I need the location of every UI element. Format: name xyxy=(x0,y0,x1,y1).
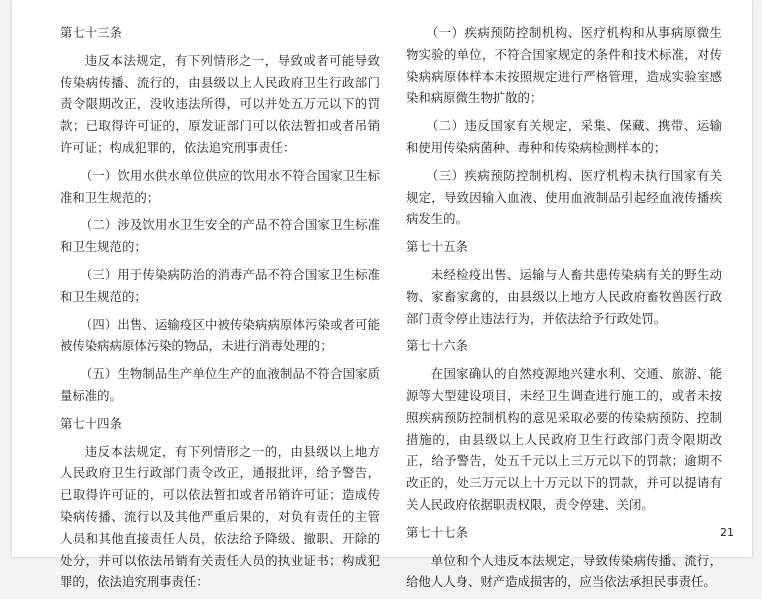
article-75-title: 第七十五条 xyxy=(406,239,468,255)
article-75-body: 未经检疫出售、运输与人畜共患传染病有关的野生动物、家畜家禽的，由县级以上地方人民政府畜牧兽医行政部门责令停止违法行为，并依法给予行政处罚。 xyxy=(406,266,722,326)
article-74-item-1: （一）疾病预防控制机构、医疗机构和从事病原微生物实验的单位，不符合国家规定的条件和技术标准，对传染病病原体样本未按照规定进行严格管理，造成实验室感染和病原微生物扩散的； xyxy=(406,25,722,106)
article-74-item-3: （三）疾病预防控制机构、医疗机构未执行国家有关规定，导致因输入血液、使用血液制品引起经血液传播疾病发生的。 xyxy=(406,167,722,227)
article-73-body: 违反本法规定，有下列情形之一，导致或者可能导致传染病传播、流行的，由县级以上人民政府卫生行政部门责令限期改正，没收违法所得，可以并处五万元以下的罚款；已取得许可证的，原发证部门可以依法暂扣或者吊销许可证；构成犯罪的，依法追究刑事责任： xyxy=(60,52,380,155)
article-76-title: 第七十六条 xyxy=(406,338,468,354)
article-73-item-3: （三）用于传染病防治的消毒产品不符合国家卫生标准和卫生规范的； xyxy=(60,266,380,304)
article-73-item-1: （一）饮用水供水单位供应的饮用水不符合国家卫生标准和卫生规范的； xyxy=(60,167,380,205)
page-number: 21 xyxy=(720,526,734,539)
article-74-item-2: （二）违反国家有关规定，采集、保藏、携带、运输和使用传染病菌种、毒种和传染病检测样本的； xyxy=(406,118,722,155)
left-column xyxy=(60,22,380,599)
article-73-item-4: （四）出售、运输疫区中被传染病病原体污染或者可能被传染病病原体污染的物品，未进行消毒处理的； xyxy=(60,316,380,354)
article-73-item-5: （五）生物制品生产单位生产的血液制品不符合国家质量标准的。 xyxy=(60,366,380,403)
article-74-title: 第七十四条 xyxy=(60,415,122,431)
article-76-body: 在国家确认的自然疫源地兴建水利、交通、旅游、能源等大型建设项目，未经卫生调查进行施工的，或者未按照疾病预防控制机构的意见采取必要的传染病预防、控制措施的，由县级以上人民政府卫生行政部门责令限期改正，给予警告，处五千元以上三万元以下的罚款；逾期不改正的，处三万元以上十万元以下的罚款，并可以提请有关人民政府依据职责权限，责令停建、关闭。 xyxy=(406,366,722,512)
article-77-body: 单位和个人违反本法规定，导致传染病传播、流行，给他人人身、财产造成损害的，应当依法承担民事责任。 xyxy=(406,552,722,590)
article-73-item-2: （二）涉及饮用水卫生安全的产品不符合国家卫生标准和卫生规范的； xyxy=(60,217,380,255)
article-73-title: 第七十三条 xyxy=(60,25,122,40)
article-74-body: 违反本法规定，有下列情形之一的，由县级以上地方人民政府卫生行政部门责令改正，通报批评，给予警告，已取得许可证的，可以依法暂扣或者吊销许可证；造成传染病传播、流行以及其他严重后果的，对负有责任的主管人员和其他直接责任人员，依法给予降级、撤职、开除的处分，并可以依法吊销有关责任人员的执业证书；构成犯罪的，依法追究刑事责任： xyxy=(60,443,380,590)
document-page xyxy=(12,0,752,590)
right-column xyxy=(406,22,722,599)
article-77-title: 第七十七条 xyxy=(406,524,468,540)
